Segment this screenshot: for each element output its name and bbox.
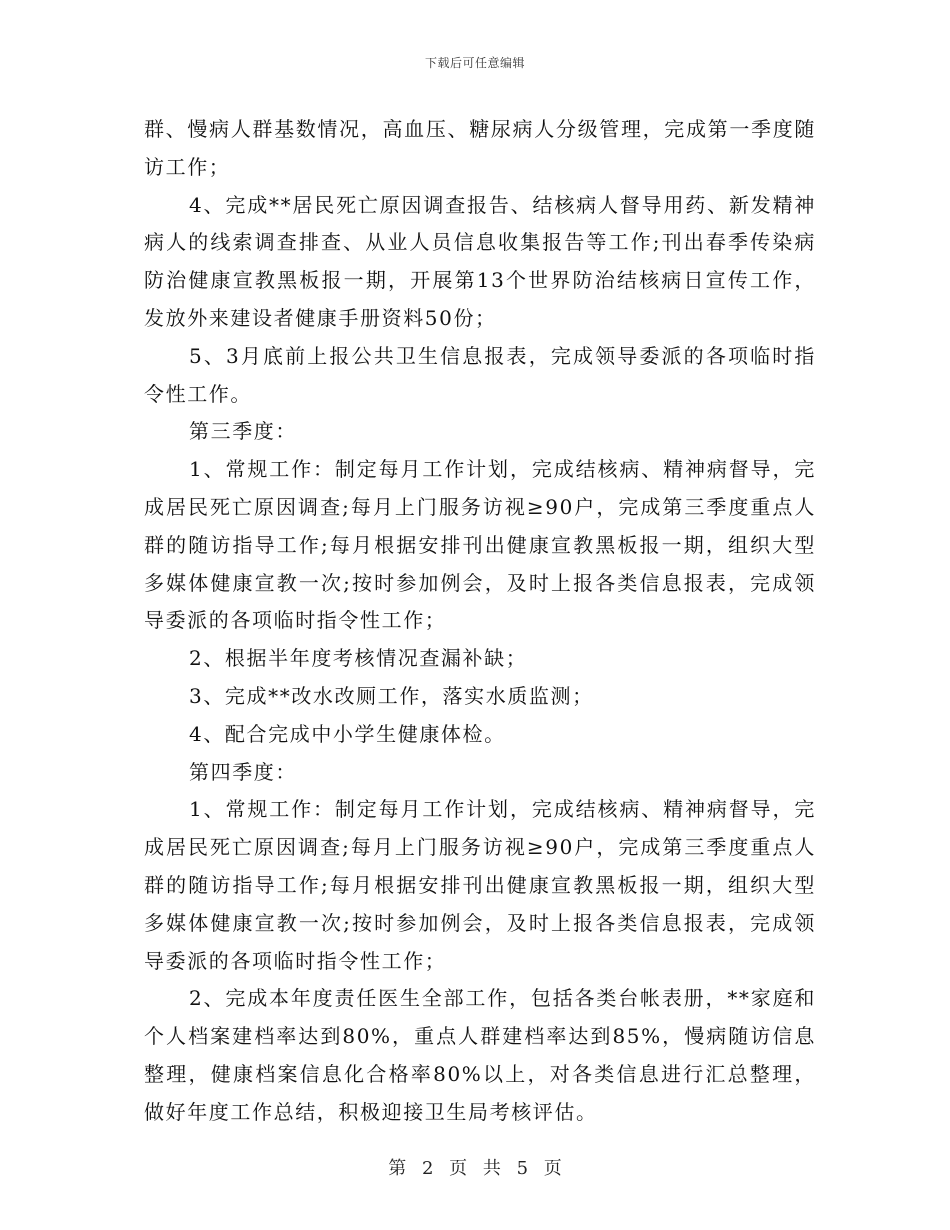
paragraph-2: 4、完成**居民死亡原因调查报告、结核病人督导用药、新发精神病人的线索调查排查、从业人员信息收集报告等工作;刊出春季传染病防治健康宣教黑板报一期，开展第13个世界防治结核病日宣传工作，发放外来建设者健康手册资料50份； [144,192,816,330]
paragraph-q4-2: 2、完成本年度责任医生全部工作，包括各类台帐表册，**家庭和个人档案建档率达到80%，重点人群建档率达到85%，慢病随访信息整理，健康档案信息化合格率80%以上，对各类信息进行汇总整理，做好年度工作总结，积极迎接卫生局考核评估。 [144,986,816,1124]
footer-current-page: 2 [421,1158,434,1179]
footer-suffix: 页 [543,1158,562,1179]
page-footer [0,1154,950,1180]
document-body [144,111,816,1132]
paragraph-q3-3: 3、完成**改水改厕工作，落实水质监测； [189,683,594,708]
paragraph-1: 群、慢病人群基数情况，高血压、糖尿病人分级管理，完成第一季度随访工作； [144,117,816,179]
footer-total-word: 共 [482,1158,501,1179]
section-heading-q4: 第四季度： [189,759,297,784]
paragraph-q3-1: 1、常规工作：制定每月工作计划，完成结核病、精神病督导，完成居民死亡原因调查;每月上门服务访视≥90户，完成第三季度重点人群的随访指导工作;每月根据安排刊出健康宣教黑板报一期，组织大型多媒体健康宣教一次;按时参加例会，及时上报各类信息报表，完成领导委派的各项临时指令性工作； [144,457,816,633]
page-header: 下载后可任意编辑 [424,56,525,70]
paragraph-3: 5、3月底前上报公共卫生信息报表，完成领导委派的各项临时指令性工作。 [144,343,816,406]
paragraph-q4-1: 1、常规工作：制定每月工作计划，完成结核病、精神病督导，完成居民死亡原因调查;每月上门服务访视≥90户，完成第三季度重点人群的随访指导工作;每月根据安排刊出健康宣教黑板报一期，组织大型多媒体健康宣教一次;按时参加例会，及时上报各类信息报表，完成领导委派的各项临时指令性工作； [144,797,816,973]
paragraph-q3-4: 4、配合完成中小学生健康体检。 [189,721,506,746]
section-heading-q3: 第三季度： [189,419,297,444]
footer-prefix: 第 [388,1158,407,1179]
footer-total-pages: 5 [516,1158,529,1179]
footer-page-word: 页 [449,1158,468,1179]
paragraph-q3-2: 2、根据半年度考核情况查漏补缺； [189,646,528,671]
